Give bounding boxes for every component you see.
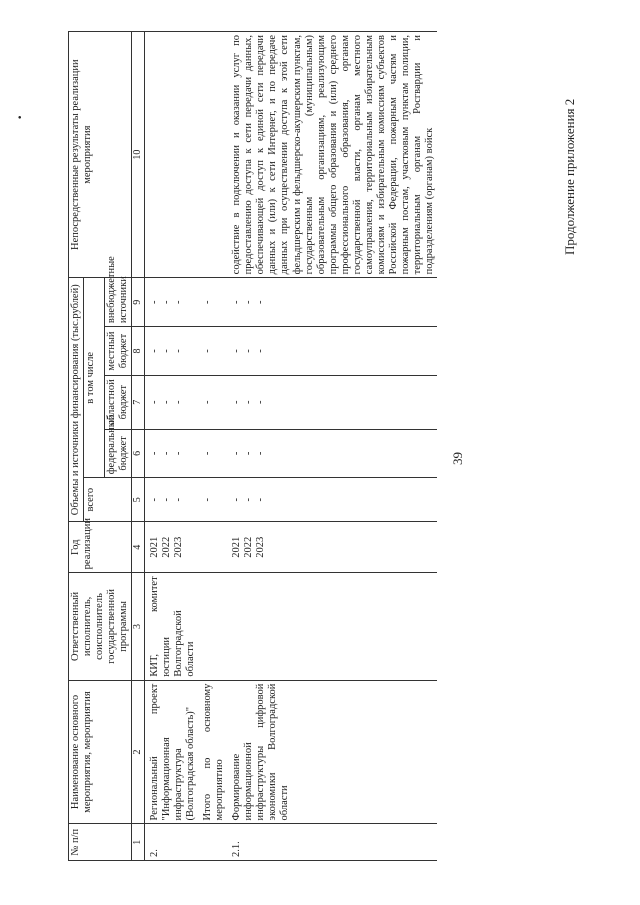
index-cell: 1 [132, 824, 145, 861]
row-federal: - - - [227, 429, 437, 478]
header-executor: Ответственный исполнитель, соисполнитель государственной программы [69, 573, 132, 680]
header-funding: Объемы и источники финансирования (тыс.рублей) [69, 278, 84, 522]
row-name: Итого по основному мероприятию [198, 680, 227, 824]
header-num: № п/п [69, 824, 132, 861]
row-years: 2021 2022 2023 [227, 522, 437, 573]
row-total: - [198, 478, 227, 522]
header-including: в том числе [84, 278, 105, 478]
header-year: Год реализации [69, 522, 132, 573]
index-cell: 9 [132, 278, 145, 327]
row-total: - - - [227, 478, 437, 522]
table-row-subtotal [198, 32, 227, 861]
row-local: - [198, 327, 227, 376]
header-result: Непосредственные результаты реализации мероприятия [69, 32, 132, 278]
row-name: Формирование информационной инфраструктуры цифровой экономики Волгоградской области [227, 680, 437, 824]
row-result [198, 32, 227, 278]
header-extrabudget: внебюджетные источники [105, 278, 132, 327]
row-regional: - - - [227, 375, 437, 429]
header-regional: областной бюджет [105, 375, 132, 429]
row-years [198, 522, 227, 573]
row-local: - - - [144, 327, 198, 376]
row-federal: - [198, 429, 227, 478]
header-local: местный бюджет [105, 327, 132, 376]
row-regional: - - - [144, 375, 198, 429]
row-federal: - - - [144, 429, 198, 478]
header-federal: федеральный бюджет [105, 429, 132, 478]
row-extrabudget: - - - [144, 278, 198, 327]
row-executor: КИТ, комитет юстиции Волгоградской области [144, 573, 198, 680]
row-executor [198, 573, 227, 680]
header-total: всего [84, 478, 132, 522]
index-cell: 2 [132, 680, 145, 824]
page-mark: · [12, 114, 29, 120]
header-name: Наименование основного мероприятия, мероприятия [69, 680, 132, 824]
row-number: 2. [144, 824, 198, 861]
row-total: - - - [144, 478, 198, 522]
row-number [198, 824, 227, 861]
row-regional: - [198, 375, 227, 429]
row-extrabudget: - [198, 278, 227, 327]
page-number: 39 [450, 452, 465, 465]
row-executor [227, 573, 437, 680]
index-cell: 6 [132, 429, 145, 478]
index-cell: 4 [132, 522, 145, 573]
index-cell: 7 [132, 375, 145, 429]
table-row [144, 32, 198, 861]
row-number: 2.1. [227, 824, 437, 861]
program-table [68, 31, 437, 861]
row-result [144, 32, 198, 278]
row-years: 2021 2022 2023 [144, 522, 198, 573]
row-name: Региональный проект "Информационная инфраструктура (Волгоградская область)" [144, 680, 198, 824]
row-extrabudget: - - - [227, 278, 437, 327]
index-cell: 3 [132, 573, 145, 680]
row-local: - - - [227, 327, 437, 376]
row-result: содействие в подключении и оказании услуг по предоставлению доступа к сети передачи данных, обеспечивающей доступ к единой сети передачи данных и (или) к сети Интернет, и по передаче данных при осуществлении доступа к этой сети фельдшерским и фельдшерско-акушерским пунктам, государственным (муниципальным) образовательным организациям, реализующим программы общего образования и (или) среднего профессионального образования, органам государственной власти, органам местного самоуправления, территориальным избирательным комиссиям и избирательным комиссиям субъектов Российской Федерации, пожарным частям и пожарным постам, участковым пунктам полиции, территориальным органам Росгвардии и подразделениям (органам) войск [227, 32, 437, 278]
index-cell: 10 [132, 32, 145, 278]
index-cell: 5 [132, 478, 145, 522]
index-cell: 8 [132, 327, 145, 376]
index-row [132, 32, 145, 861]
appendix-caption: Продолжение приложения 2 [562, 98, 577, 255]
table-row [227, 32, 437, 861]
